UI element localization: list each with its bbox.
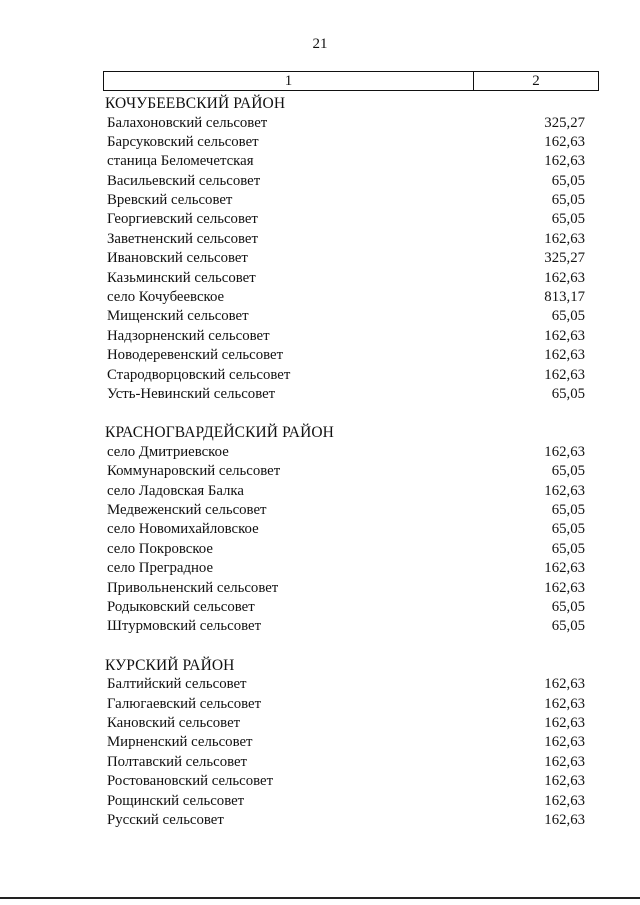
table-row [103,675,599,694]
settlement-value: 162,63 [544,812,585,828]
column-header-1: 1 [104,72,474,90]
settlement-value: 162,63 [544,269,585,286]
table-row [103,714,599,733]
table-row [103,617,599,636]
table-row [103,559,599,578]
settlement-value: 162,63 [544,715,585,732]
settlement-name: Привольненский сельсовет [107,579,279,596]
district-title: КУРСКИЙ РАЙОН [105,656,235,674]
settlement-value: 65,05 [551,385,585,402]
table-row [103,579,599,598]
district-title: КРАСНОГВАРДЕЙСКИЙ РАЙОН [105,424,334,442]
table-row [103,210,599,229]
settlement-value: 162,63 [544,230,585,247]
table-row [103,307,599,326]
settlement-name: Рощинский сельсовет [107,792,245,809]
settlement-name: Барсуковский сельсовет [107,133,259,150]
settlement-name: Казьминский сельсовет [107,269,256,286]
table-row [103,385,599,404]
settlement-value: 162,63 [544,753,585,770]
settlement-value: 162,63 [544,327,585,344]
settlement-value: 162,63 [544,695,585,712]
settlement-name: село Новомихайловское [107,521,259,538]
settlement-value: 65,05 [551,308,585,325]
table-row [103,695,599,714]
table-row [103,269,599,288]
settlement-value: 162,63 [544,133,585,150]
settlement-value: 325,27 [544,250,585,267]
settlement-value: 65,05 [551,192,585,209]
settlement-name: станица Беломечетская [107,153,254,170]
district-title: КОЧУБЕЕВСКИЙ РАЙОН [105,95,286,112]
settlement-name: Коммунаровский сельсовет [107,463,281,480]
settlement-value: 65,05 [551,521,585,538]
settlement-name: Георгиевский сельсовет [107,211,258,228]
settlement-name: Мищенский сельсовет [107,308,249,325]
table-row [103,114,599,133]
settlement-name: Васильевский сельсовет [107,172,261,189]
allocation-table [103,94,599,830]
settlement-name: Русский сельсовет [107,812,224,828]
settlement-value: 162,63 [544,773,585,790]
settlement-name: село Кочубеевское [107,289,225,306]
settlement-value: 65,05 [551,172,585,189]
settlement-value: 65,05 [551,211,585,228]
table-row [103,462,599,481]
settlement-name: Штурмовский сельсовет [107,618,262,635]
table-row [103,249,599,268]
table-row [103,191,599,210]
settlement-name: Стародворцовский сельсовет [107,366,291,383]
settlement-value: 65,05 [551,618,585,635]
district-section [103,94,599,404]
settlement-name: село Дмитриевское [107,443,229,460]
settlement-name: село Ладовская Балка [107,482,244,499]
settlement-value: 325,27 [544,114,585,131]
settlement-value: 162,63 [544,347,585,364]
settlement-name: Балтийский сельсовет [107,676,247,693]
table-row [103,598,599,617]
settlement-name: село Покровское [107,540,213,557]
settlement-value: 162,63 [544,676,585,693]
settlement-value: 162,63 [544,579,585,596]
settlement-name: Родыковский сельсовет [107,598,255,615]
settlement-value: 162,63 [544,792,585,809]
settlement-value: 65,05 [551,540,585,557]
table-row [103,792,599,811]
table-row [103,443,599,462]
table-row [103,230,599,249]
settlement-name: село Преградное [107,560,214,577]
settlement-name: Вревский сельсовет [107,192,233,209]
table-row [103,501,599,520]
table-row [103,152,599,171]
table-row [103,753,599,772]
table-row [103,733,599,752]
settlement-name: Надзорненский сельсовет [107,327,270,344]
bottom-divider [0,897,640,899]
settlement-name: Усть-Невинский сельсовет [107,385,276,402]
table-row [103,133,599,152]
settlement-name: Ростовановский сельсовет [107,773,274,790]
settlement-value: 65,05 [551,598,585,615]
settlement-value: 813,17 [544,289,585,306]
table-header [103,71,599,91]
settlement-name: Полтавский сельсовет [107,753,248,770]
table-row [103,346,599,365]
table-row [103,772,599,791]
table-row [103,540,599,559]
table-row [103,327,599,346]
settlement-name: Мирненский сельсовет [107,734,253,751]
settlement-name: Кановский сельсовет [107,715,241,732]
district-section [103,656,599,831]
settlement-value: 65,05 [551,502,585,519]
settlement-value: 162,63 [544,366,585,383]
settlement-value: 162,63 [544,443,585,460]
settlement-value: 162,63 [544,560,585,577]
table-row [103,811,599,830]
settlement-name: Новодеревенский сельсовет [107,347,284,364]
settlement-name: Медвеженский сельсовет [107,502,267,519]
settlement-value: 162,63 [544,734,585,751]
settlement-name: Балахоновский сельсовет [107,114,268,131]
page-number: 21 [312,36,328,52]
settlement-value: 162,63 [544,153,585,170]
table-row [103,520,599,539]
table-row [103,172,599,191]
settlement-value: 162,63 [544,482,585,499]
table-row [103,366,599,385]
settlement-name: Заветненский сельсовет [107,230,258,247]
settlement-name: Ивановский сельсовет [107,250,248,267]
column-header-2: 2 [532,73,540,89]
district-section [103,423,599,636]
settlement-value: 65,05 [551,463,585,480]
settlement-name: Галюгаевский сельсовет [107,695,262,712]
table-row [103,482,599,501]
table-row [103,288,599,307]
